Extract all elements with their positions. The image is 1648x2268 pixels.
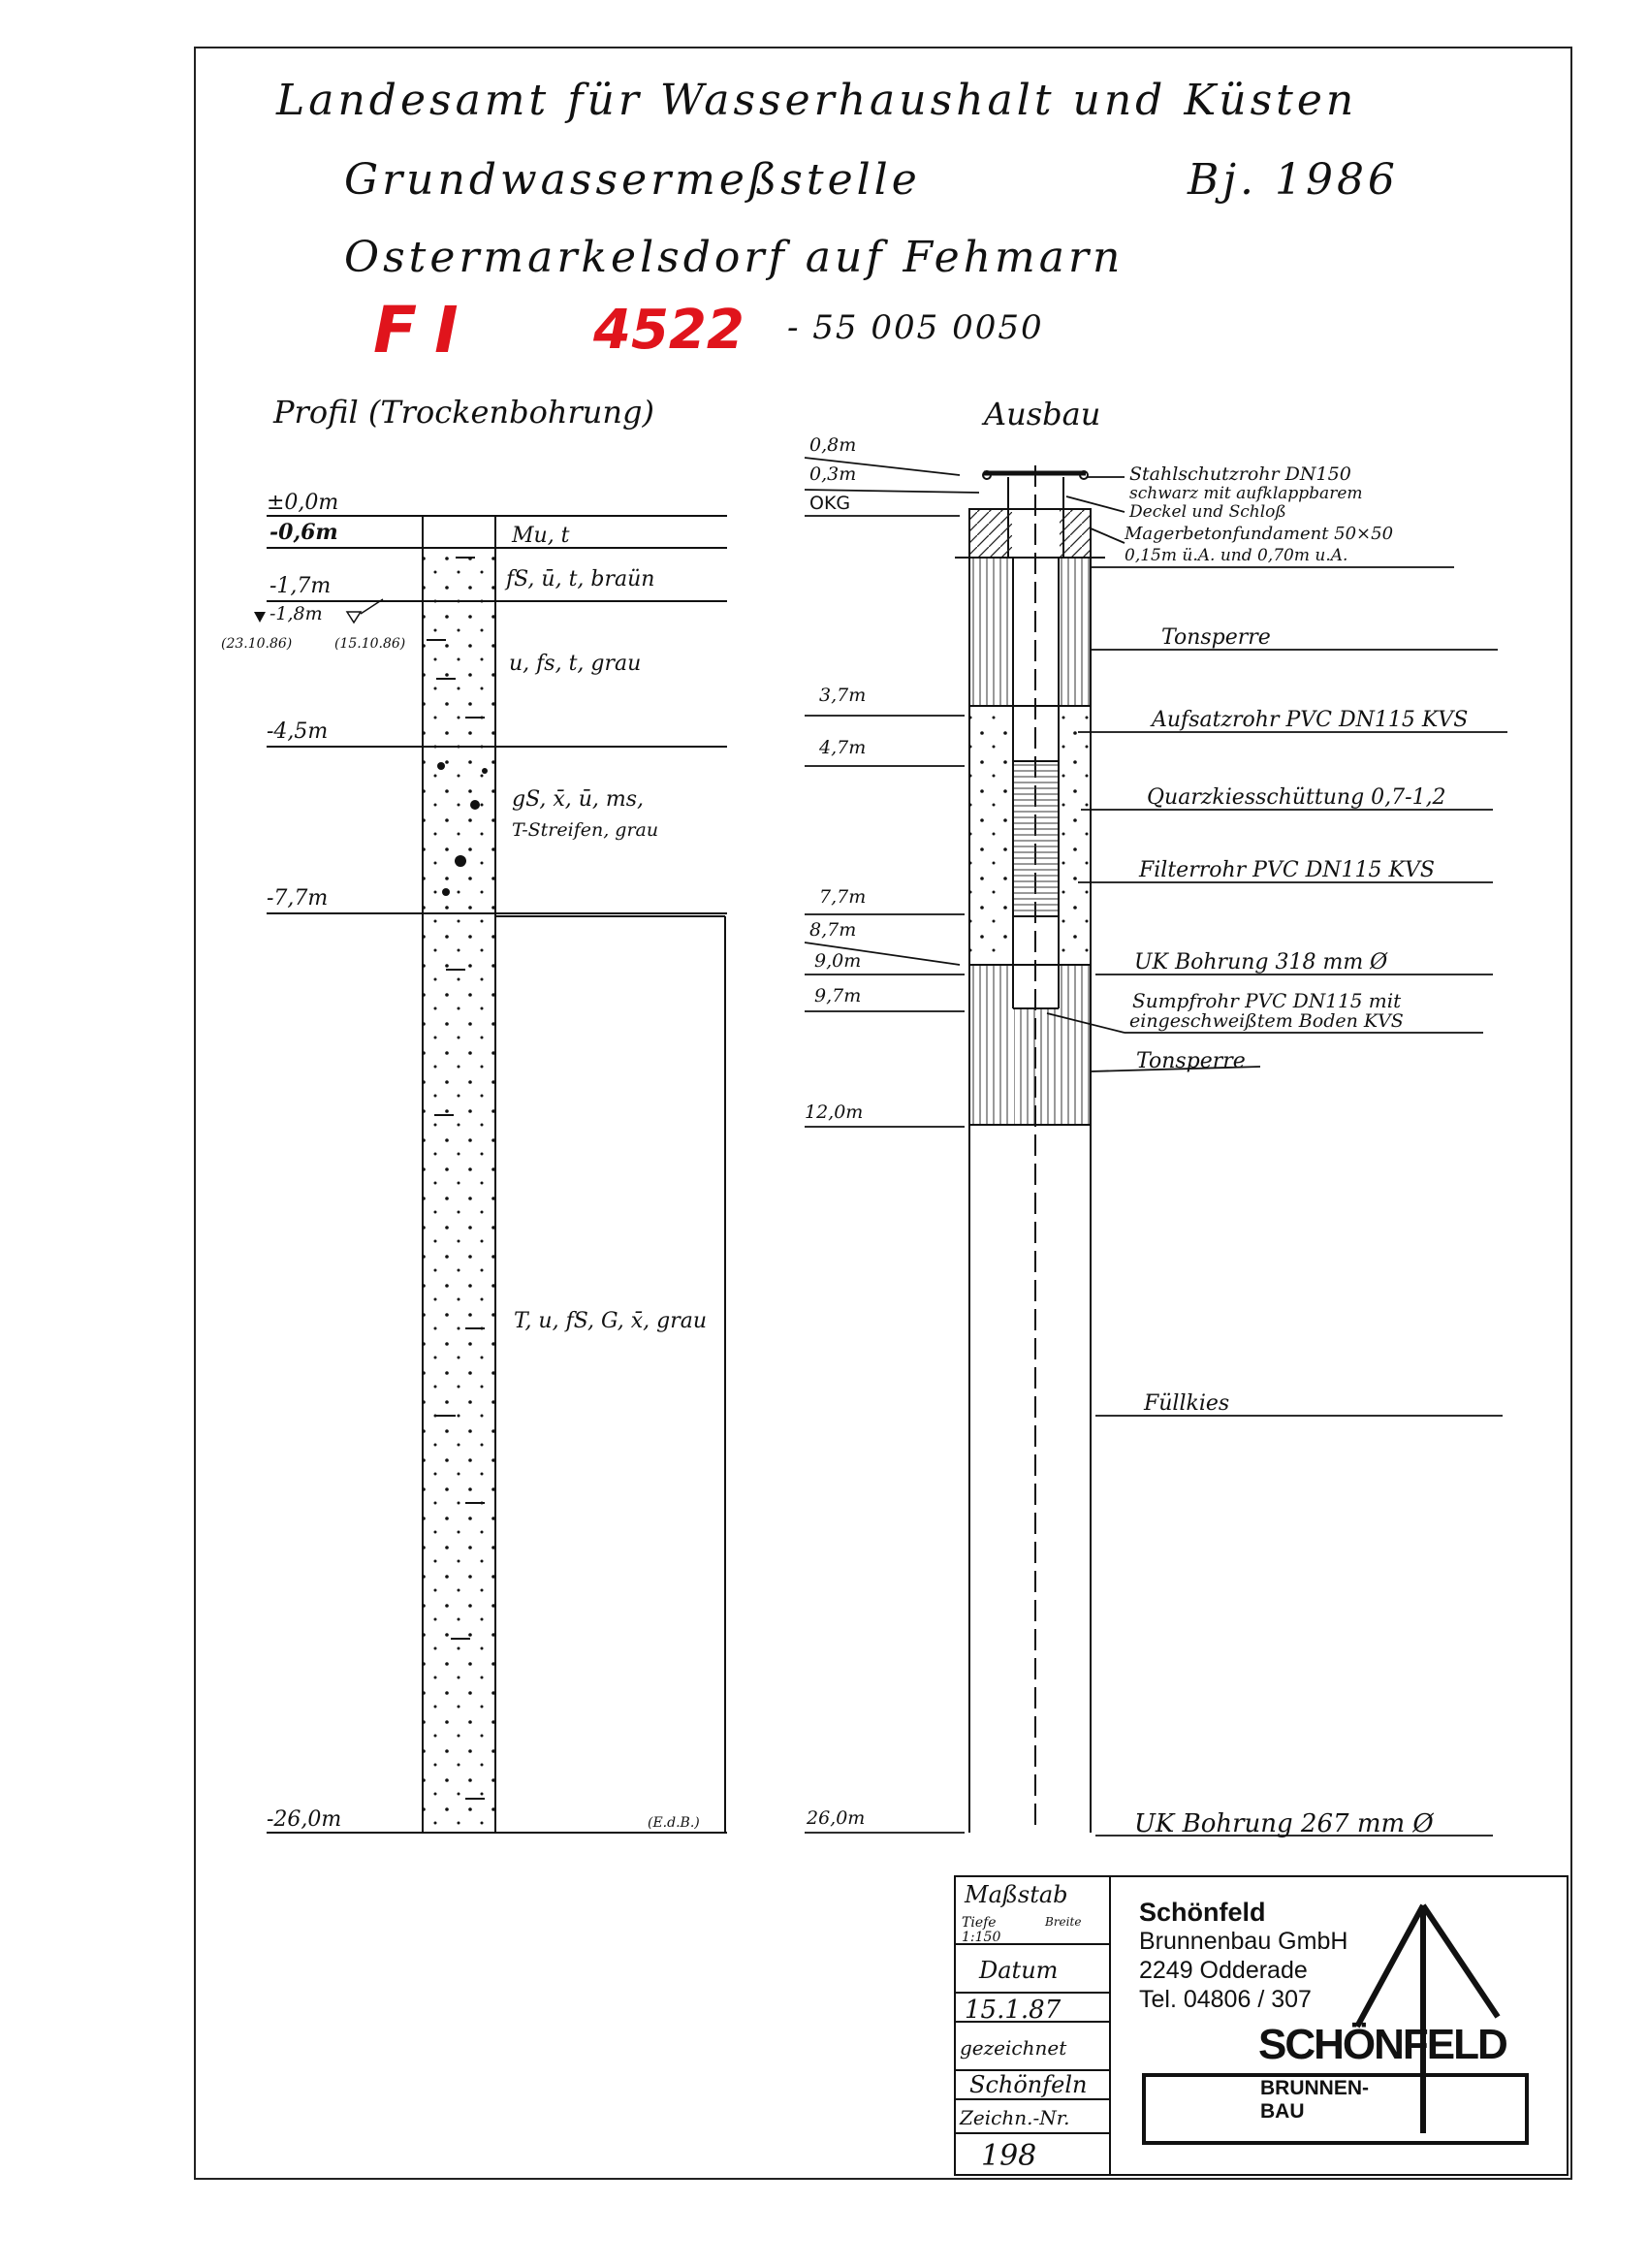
layer-label-3: gS, x̄, ū, ms, xyxy=(512,787,645,812)
header-line2: Grundwassermeßstelle xyxy=(344,155,921,205)
tb-gezeichnet-label: gezeichnet xyxy=(960,2036,1067,2060)
code-prefix: FI xyxy=(373,293,476,367)
ausbau-label-14: UK Bohrung 267 mm Ø xyxy=(1134,1809,1434,1838)
header-line3: Ostermarkelsdorf auf Fehmarn xyxy=(344,233,1125,282)
ausbau-depth-8: 9,7m xyxy=(814,985,862,1006)
profile-depth-1: -0,6m xyxy=(269,520,338,545)
layer-label-4: T-Streifen, grau xyxy=(512,819,659,841)
profile-signature: (E.d.B.) xyxy=(648,1815,700,1831)
ausbau-label-3: Magerbetonfundament 50×50 xyxy=(1125,524,1394,544)
ausbau-label-9: UK Bohrung 318 mm Ø xyxy=(1134,950,1388,974)
tb-scale: 1:150 xyxy=(962,1930,1001,1945)
ausbau-depth-7: 9,0m xyxy=(814,950,862,972)
tb-datum: 15.1.87 xyxy=(965,1996,1062,2025)
ausbau-depth-5: 7,7m xyxy=(819,886,867,908)
ausbau-label-2: Deckel und Schloß xyxy=(1129,502,1286,522)
tb-massstab-label: Maßstab xyxy=(965,1881,1068,1908)
tb-gezeichnet: Schönfeln xyxy=(969,2071,1088,2098)
ausbau-label-10: Sumpfrohr PVC DN115 mit xyxy=(1132,989,1402,1012)
header-line1: Landesamt für Wasserhaushalt und Küsten xyxy=(276,76,1358,125)
ausbau-label-13: Füllkies xyxy=(1144,1391,1230,1416)
profile-title: Profil (Trockenbohrung) xyxy=(273,394,654,431)
ausbau-label-7: Quarzkiesschüttung 0,7-1,2 xyxy=(1147,785,1446,810)
logo-name: SCHÖNFELD xyxy=(1258,2021,1506,2068)
ausbau-depth-3: 3,7m xyxy=(819,685,867,706)
ausbau-title: Ausbau xyxy=(984,396,1101,432)
profile-depth-2: -1,7m xyxy=(269,574,332,598)
ausbau-label-5: Tonsperre xyxy=(1161,625,1271,650)
ausbau-label-12: Tonsperre xyxy=(1136,1049,1246,1073)
code-number: 4522 xyxy=(593,299,745,362)
tb-zeichn-nr: 198 xyxy=(981,2139,1037,2173)
tb-zeichn-label: Zeichn.-Nr. xyxy=(960,2106,1070,2129)
ausbau-label-1: schwarz mit aufklappbarem xyxy=(1129,484,1363,503)
code-suffix: - 55 005 0050 xyxy=(787,308,1044,347)
company-type: Brunnenbau GmbH xyxy=(1139,1928,1348,1955)
ausbau-depth-4: 4,7m xyxy=(819,737,867,758)
ausbau-label-0: Stahlschutzrohr DN150 xyxy=(1129,463,1351,485)
ausbau-depth-1: 0,3m xyxy=(809,463,857,485)
logo-sub-1: BRUNNEN- xyxy=(1260,2077,1369,2099)
profile-depth-3: -4,5m xyxy=(267,719,329,744)
ausbau-depth-2: OKG xyxy=(809,493,851,514)
profile-depth-0: ±0,0m xyxy=(267,491,339,515)
company-phone: Tel. 04806 / 307 xyxy=(1139,1986,1312,2013)
layer-label-0: Mu, t xyxy=(512,524,570,548)
ausbau-depth-6: 8,7m xyxy=(809,919,857,941)
header-year: Bj. 1986 xyxy=(1188,155,1399,205)
water-date-2: (15.10.86) xyxy=(334,636,406,652)
tb-datum-label: Datum xyxy=(979,1957,1059,1984)
water-level-label: -1,8m xyxy=(269,603,323,624)
ausbau-depth-0: 0,8m xyxy=(809,434,857,456)
ausbau-label-11: eingeschweißtem Boden KVS xyxy=(1129,1010,1404,1032)
ausbau-depth-10: 26,0m xyxy=(807,1807,866,1829)
ausbau-label-6: Aufsatzrohr PVC DN115 KVS xyxy=(1152,708,1469,732)
water-date-1: (23.10.86) xyxy=(221,636,293,652)
ausbau-depth-9: 12,0m xyxy=(805,1102,864,1123)
company-name: Schönfeld xyxy=(1139,1898,1266,1927)
layer-label-5: T, u, fS, G, x̄, grau xyxy=(514,1309,708,1333)
ausbau-label-8: Filterrohr PVC DN115 KVS xyxy=(1139,858,1435,882)
profile-depth-5: -26,0m xyxy=(267,1807,342,1832)
layer-label-1: fS, ū, t, braün xyxy=(506,567,655,591)
logo-sub-2: BAU xyxy=(1260,2100,1305,2123)
tb-tiefe-label: Tiefe xyxy=(962,1915,997,1931)
ausbau-label-4: 0,15m ü.A. und 0,70m u.A. xyxy=(1125,546,1348,565)
company-address: 2249 Odderade xyxy=(1139,1957,1308,1984)
layer-label-2: u, fs, t, grau xyxy=(509,652,642,676)
tb-breite-label: Breite xyxy=(1045,1915,1082,1929)
profile-depth-4: -7,7m xyxy=(267,886,329,910)
